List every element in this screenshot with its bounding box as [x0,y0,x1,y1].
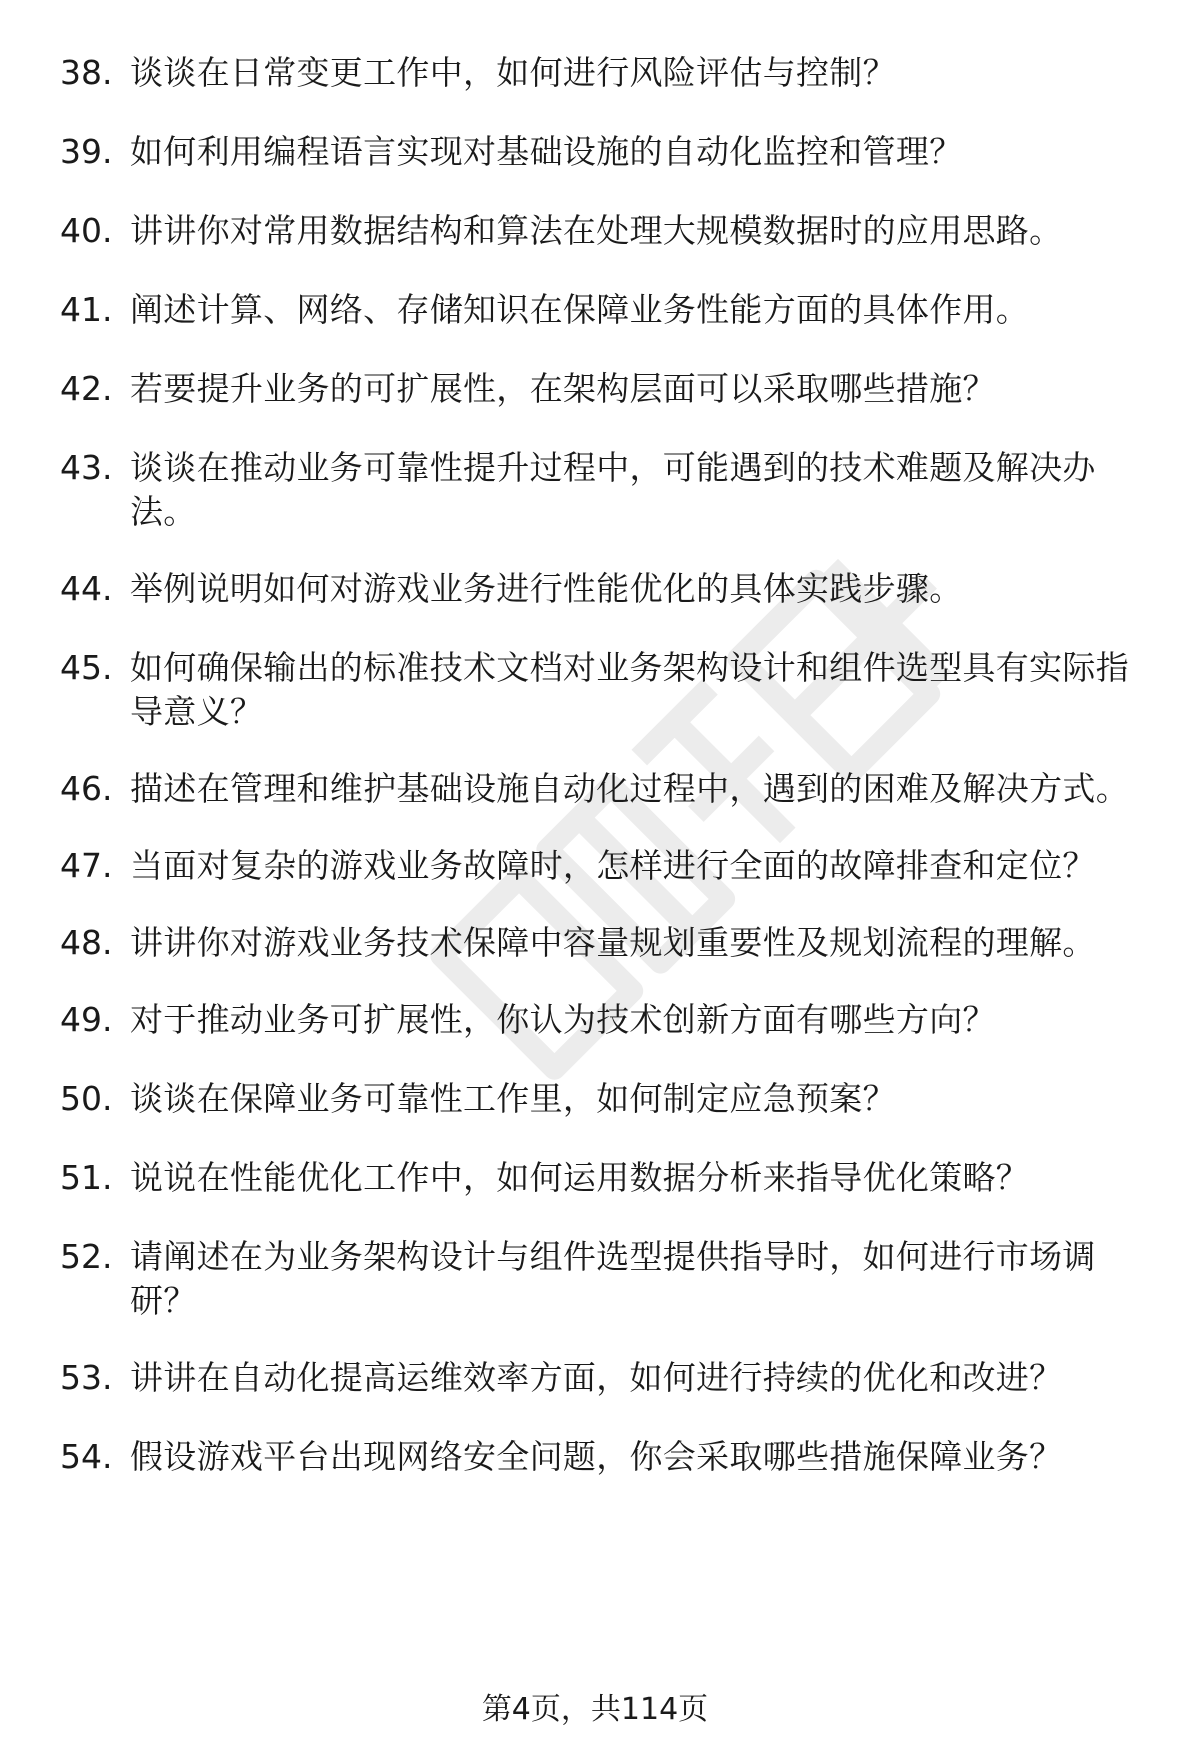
question-number: 39. [60,132,113,171]
page-number-footer: 第4页，共114页 [481,1692,709,1727]
question-number: 45. [60,648,113,687]
list-item [60,844,1150,888]
question-text: 若要提升业务的可扩展性，在架构层面可以采取哪些措施？ [130,369,996,408]
question-list [60,51,1150,1514]
list-item [60,646,1150,734]
question-number: 42. [60,369,113,408]
question-text: 讲讲在自动化提高运维效率方面，如何进行持续的优化和改进？ [130,1358,1063,1397]
question-number: 50. [60,1079,113,1118]
question-text: 描述在管理和维护基础设施自动化过程中，遇到的困难及解决方式。 [130,769,1129,808]
list-item [60,1156,1150,1200]
list-item [60,567,1150,611]
question-text: 请阐述在为业务架构设计与组件选型提供指导时，如何进行市场调研？ [130,1237,1096,1320]
question-text: 说说在性能优化工作中，如何运用数据分析来指导优化策略？ [130,1158,1030,1197]
question-number: 46. [60,769,113,808]
question-text: 谈谈在日常变更工作中，如何进行风险评估与控制？ [130,53,896,92]
list-item [60,367,1150,411]
question-number: 48. [60,923,113,962]
question-text: 如何确保输出的标准技术文档对业务架构设计和组件选型具有实际指导意义？ [130,648,1129,731]
question-text: 如何利用编程语言实现对基础设施的自动化监控和管理？ [130,132,963,171]
question-text: 当面对复杂的游戏业务故障时，怎样进行全面的故障排查和定位？ [130,846,1096,885]
list-item [60,288,1150,332]
question-number: 43. [60,448,113,487]
question-text: 对于推动业务可扩展性，你认为技术创新方面有哪些方向？ [130,1000,996,1039]
question-number: 49. [60,1000,113,1039]
question-text: 假设游戏平台出现网络安全问题，你会采取哪些措施保障业务？ [130,1437,1063,1476]
list-item [60,1077,1150,1121]
list-item [60,51,1150,95]
question-text: 讲讲你对游戏业务技术保障中容量规划重要性及规划流程的理解。 [130,923,1096,962]
question-number: 51. [60,1158,113,1197]
list-item [60,1356,1150,1400]
question-number: 41. [60,290,113,329]
question-number: 40. [60,211,113,250]
question-text: 阐述计算、网络、存储知识在保障业务性能方面的具体作用。 [130,290,1030,329]
question-text: 谈谈在保障业务可靠性工作里，如何制定应急预案？ [130,1079,896,1118]
question-number: 53. [60,1358,113,1397]
question-number: 52. [60,1237,113,1276]
question-number: 47. [60,846,113,885]
list-item [60,1435,1150,1479]
list-item [60,767,1150,811]
question-text: 讲讲你对常用数据结构和算法在处理大规模数据时的应用思路。 [130,211,1063,250]
question-text: 谈谈在推动业务可靠性提升过程中，可能遇到的技术难题及解决办法。 [130,448,1096,531]
question-number: 44. [60,569,113,608]
list-item [60,1235,1150,1323]
list-item [60,998,1150,1042]
list-item [60,209,1150,253]
list-item [60,446,1150,534]
question-text: 举例说明如何对游戏业务进行性能优化的具体实践步骤。 [130,569,963,608]
question-number: 54. [60,1437,113,1476]
list-item [60,921,1150,965]
list-item [60,130,1150,174]
question-number: 38. [60,53,113,92]
